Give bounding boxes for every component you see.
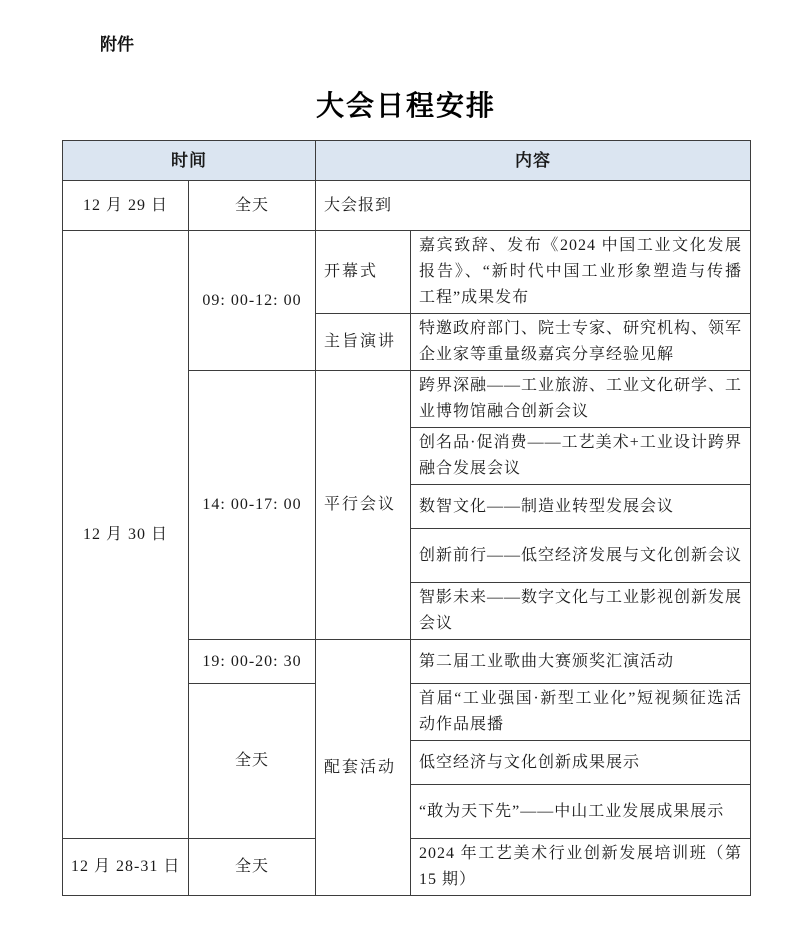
- session-label-supporting: 配套活动: [316, 640, 411, 896]
- content-cell-session-5: 智影未来——数字文化与工业影视创新发展会议: [411, 583, 751, 640]
- content-cell-session-2: 创名品·促消费——工艺美术+工业设计跨界融合发展会议: [411, 428, 751, 485]
- table-row: [63, 181, 751, 231]
- session-label-keynote: 主旨演讲: [316, 314, 411, 371]
- page-title: 大会日程安排: [315, 91, 496, 122]
- attachment-label: 附件: [100, 35, 134, 54]
- content-cell-activity-2: 低空经济与文化创新成果展示: [411, 741, 751, 785]
- session-label-parallel: 平行会议: [316, 371, 411, 640]
- header-content: 内容: [316, 141, 751, 181]
- time-cell-evening: 19: 00-20: 30: [189, 640, 316, 684]
- date-cell-dec30: 12 月 30 日: [63, 231, 189, 839]
- date-cell-dec29: 12 月 29 日: [63, 181, 189, 231]
- time-cell-morning: 09: 00-12: 00: [189, 231, 316, 371]
- session-label-opening: 开幕式: [316, 231, 411, 314]
- content-cell-training: 2024 年工艺美术行业创新发展培训班（第 15 期）: [411, 839, 751, 896]
- header-time: 时间: [63, 141, 316, 181]
- content-cell-activity-1: 首届“工业强国·新型工业化”短视频征选活动作品展播: [411, 684, 751, 741]
- content-cell-session-1: 跨界深融——工业旅游、工业文化研学、工业博物馆融合创新会议: [411, 371, 751, 428]
- schedule-table: [62, 140, 751, 896]
- content-cell-session-3: 数智文化——制造业转型发展会议: [411, 485, 751, 529]
- table-header-row: [63, 141, 751, 181]
- table-row: [63, 231, 751, 314]
- content-cell-session-4: 创新前行——低空经济发展与文化创新会议: [411, 529, 751, 583]
- content-cell-activity-3: “敢为天下先”——中山工业发展成果展示: [411, 785, 751, 839]
- content-cell-opening: 嘉宾致辞、发布《2024 中国工业文化发展报告》、“新时代中国工业形象塑造与传播工程”成果发布: [411, 231, 751, 314]
- date-cell-dec28-31: 12 月 28-31 日: [63, 839, 189, 896]
- time-cell-allday-dec29: 全天: [189, 181, 316, 231]
- content-cell-keynote: 特邀政府部门、院士专家、研究机构、领军企业家等重量级嘉宾分享经验见解: [411, 314, 751, 371]
- time-cell-afternoon: 14: 00-17: 00: [189, 371, 316, 640]
- time-cell-allday-dec30: 全天: [189, 684, 316, 839]
- time-cell-allday-dec28-31: 全天: [189, 839, 316, 896]
- content-cell-registration: 大会报到: [316, 181, 751, 231]
- content-cell-song-contest: 第二届工业歌曲大赛颁奖汇演活动: [411, 640, 751, 684]
